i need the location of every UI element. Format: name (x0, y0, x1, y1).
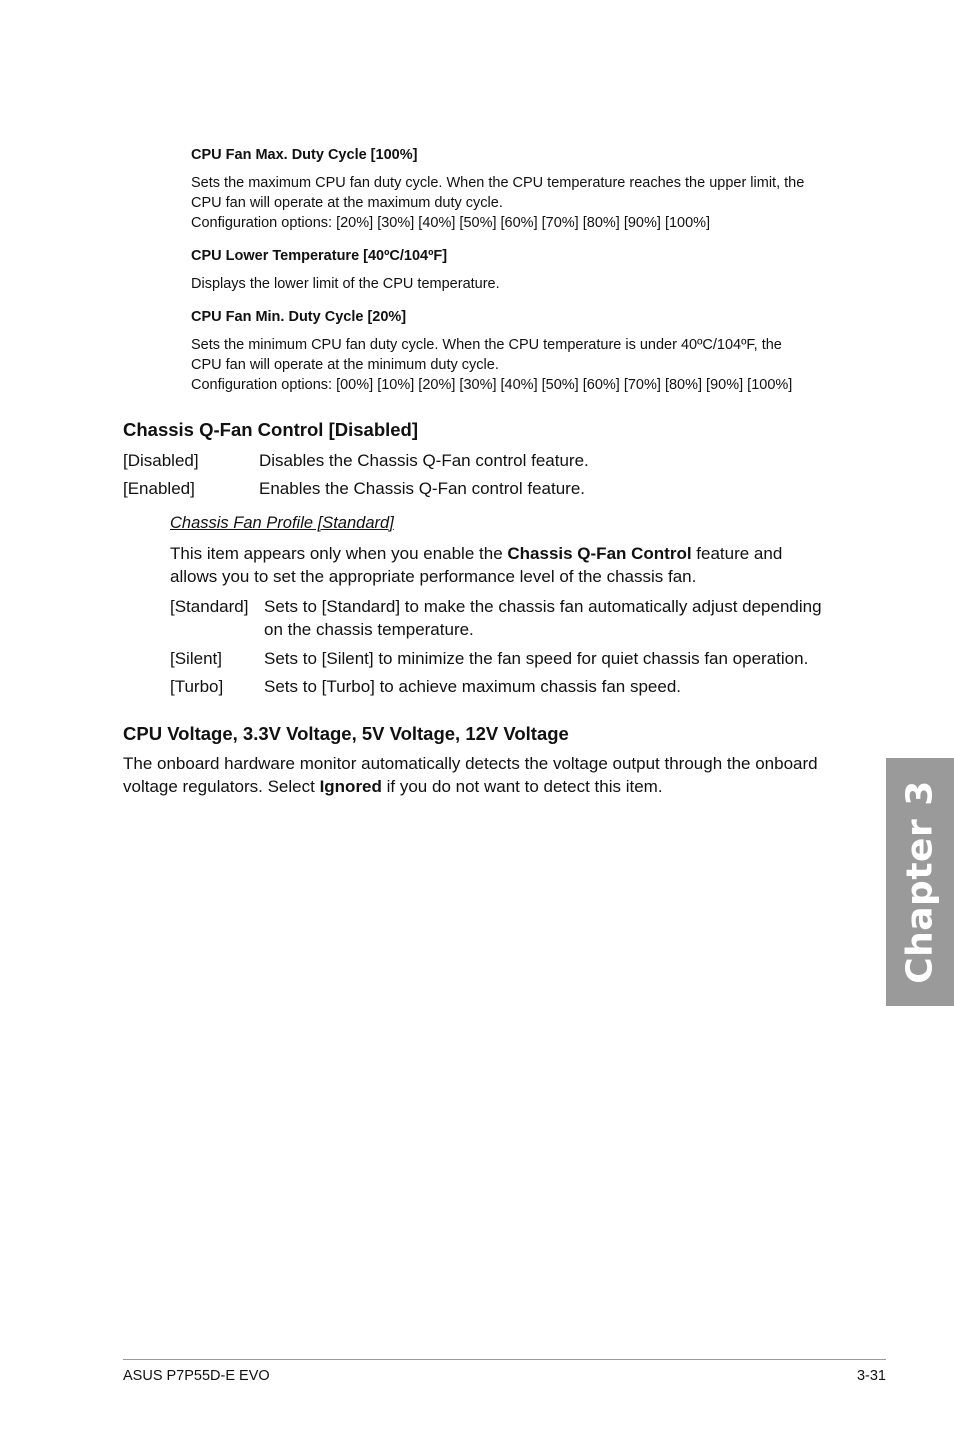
cpu-fan-max-options: Configuration options: [20%] [30%] [40%] [50%] [60%] [70%] [80%] [90%] [100%] (191, 215, 711, 231)
cpu-fan-max-line2: CPU fan will operate at the maximum duty cycle. (191, 195, 503, 211)
footer-divider (123, 1359, 886, 1360)
intro-bold-text: Chassis Q-Fan Control (507, 544, 692, 563)
profile-standard-desc (264, 595, 854, 641)
voltage-line2-after: if you do not want to detect this item. (381, 777, 663, 796)
profile-standard-term: [Standard] (170, 597, 249, 616)
cpu-lower-temp-description: Displays the lower limit of the CPU temperature. (191, 276, 500, 292)
chassis-qfan-enabled-desc: Enables the Chassis Q-Fan control feature. (259, 479, 585, 498)
chassis-qfan-disabled-desc: Disables the Chassis Q-Fan control feature. (259, 451, 589, 470)
chapter-side-tab (886, 758, 954, 1006)
cpu-fan-min-options: Configuration options: [00%] [10%] [20%] [30%] [40%] [50%] [60%] [70%] [80%] [90%] [100%] (191, 377, 793, 393)
chassis-qfan-disabled-term: [Disabled] (123, 451, 199, 470)
voltage-description (123, 752, 853, 798)
voltage-ignored-bold: Ignored (319, 777, 382, 796)
intro-text-after: feature and (691, 544, 783, 563)
profile-turbo-term: [Turbo] (170, 677, 224, 696)
chassis-fan-profile-intro-line2: allows you to set the appropriate performance level of the chassis fan. (170, 567, 697, 586)
cpu-fan-min-description (191, 335, 851, 395)
chassis-fan-profile-title: Chassis Fan Profile [Standard] (170, 514, 394, 532)
profile-turbo-desc: Sets to [Turbo] to achieve maximum chassis fan speed. (264, 677, 682, 696)
cpu-lower-temp-title: CPU Lower Temperature [40ºC/104ºF] (191, 248, 448, 264)
chassis-qfan-heading: Chassis Q-Fan Control [Disabled] (123, 419, 419, 440)
profile-standard-desc-line2: on the chassis temperature. (264, 620, 474, 639)
footer-product-name: ASUS P7P55D-E EVO (123, 1368, 270, 1384)
cpu-fan-min-title: CPU Fan Min. Duty Cycle [20%] (191, 309, 407, 325)
footer-page-number: 3-31 (856, 1368, 886, 1384)
cpu-fan-min-line2: CPU fan will operate at the minimum duty cycle. (191, 357, 499, 373)
chapter-side-tab-label: Chapter 3 (899, 780, 941, 984)
profile-silent-desc: Sets to [Silent] to minimize the fan speed for quiet chassis fan operation. (264, 649, 809, 668)
cpu-fan-max-description (191, 173, 851, 233)
voltage-heading: CPU Voltage, 3.3V Voltage, 5V Voltage, 12V Voltage (123, 723, 569, 744)
cpu-fan-max-title: CPU Fan Max. Duty Cycle [100%] (191, 147, 418, 163)
chassis-fan-profile-intro (170, 542, 850, 588)
chassis-qfan-enabled-term: [Enabled] (123, 479, 195, 498)
profile-silent-term: [Silent] (170, 649, 222, 668)
voltage-line2-before: voltage regulators. Select (123, 777, 320, 796)
voltage-line1: The onboard hardware monitor automatically detects the voltage output through the onboard (123, 754, 818, 773)
profile-standard-desc-line1: Sets to [Standard] to make the chassis fan automatically adjust depending (264, 597, 822, 616)
voltage-line2 (123, 775, 853, 798)
cpu-fan-min-line1: Sets the minimum CPU fan duty cycle. When the CPU temperature is under 40ºC/104ºF, the (191, 337, 782, 353)
intro-text-before: This item appears only when you enable the (170, 544, 508, 563)
cpu-fan-max-line1: Sets the maximum CPU fan duty cycle. When the CPU temperature reaches the upper limit, the (191, 175, 805, 191)
chassis-fan-profile-intro-line1 (170, 542, 850, 565)
